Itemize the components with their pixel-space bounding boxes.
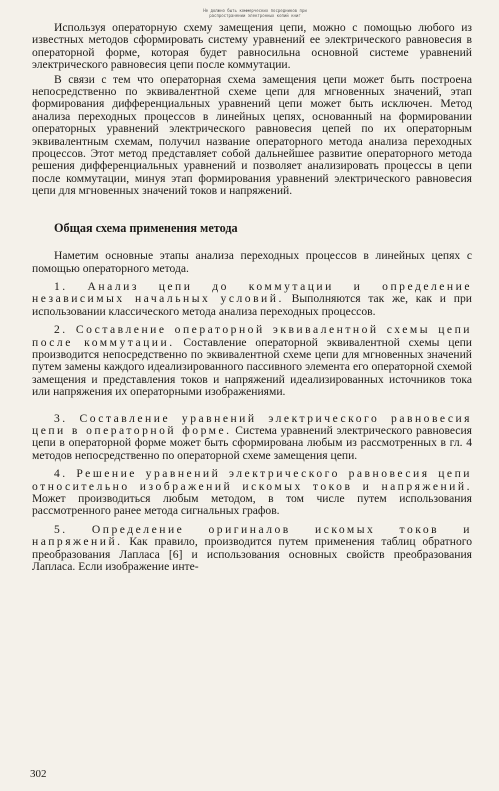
paragraph-2: В связи с тем что операторная схема замещения цепи может быть построена непосредственно по эквивалентной схеме цепи для мгновенных значений, этап формирования дифференциальных уравнений цепи может быть исключен. Метод анализа переходных процессов в линейных цепях, основанный на формировании операторных уравнений электрического равновесия цепей по их операторным эквивалентным схемам, получил название операторного метода анализа переходных процессов. Этот метод представляет собой дальнейшее развитие операторного метода решения дифференциальных уравнений и позволяет анализировать процессы в цепи после коммутации, минуя этап формирования уравнений электрического равновесия цепи для мгновенных значений токов и напряжений.	[32, 72, 472, 198]
step-1-body: Выполняются так же, как и при использовании классического метода анализа переходных процессов.	[32, 292, 472, 318]
step-5-title: 5. Определение оригиналов искомых токов и напряжений.	[32, 522, 472, 549]
step-1	[32, 281, 472, 318]
paragraph-1: Используя операторную схему замещения цепи, можно с помощью любого из известных методов сформировать систему уравнений ее электрического равновесия в операторной форме, которая будет равносильна основной системе уравнений электрического равновесия цепи после коммутации.	[32, 21, 472, 72]
step-3	[32, 413, 472, 463]
step-3-body: Система уравнений электрического равновесия цепи в операторной форме может быть сформирована любым из рассмотренных в гл. 4 методов непосредственно по операторной схеме замещения цепи.	[32, 423, 472, 462]
watermark-line-1: Не должно быть коммерческих посредников при	[203, 8, 307, 13]
section-intro: Наметим основные этапы анализа переходных процессов в линейных цепях с помощью операторного метода.	[32, 249, 472, 275]
step-5-body: Как правило, производится путем применения таблиц обратного преобразования Лапласа [6] и использования основных свойств преобразования Лапласа. Если изображение инте-	[32, 535, 472, 574]
step-5	[32, 524, 472, 574]
page-body	[32, 22, 472, 573]
step-1-title: 1. Анализ цепи до коммутации и определение независимых начальных условий.	[32, 279, 472, 306]
step-2-body: Составление операторной эквивалентной схемы цепи производится непосредственно по эквивалентной схеме цепи для мгновенных значений путем замены каждого идеализированного пассивного элемента его операторной схемой замещения и представления токов и напряжений идеализированных источников тока или напряжения их операторными изображениями.	[32, 335, 472, 399]
step-2-title: 2. Составление операторной эквивалентной схемы цепи после коммутации.	[32, 323, 472, 349]
step-4-body: Может производиться любым методом, в том числе путем использования рассмотренного ранее метода сигнальных графов.	[32, 492, 472, 518]
watermark	[130, 8, 380, 18]
step-3-title: 3. Составление уравнений электрического равновесия цепи в операторной форме.	[32, 411, 472, 437]
watermark-line-2: распространении электронных копий книг	[209, 13, 301, 18]
step-2	[32, 324, 472, 398]
step-4-title: 4. Решение уравнений электрического равновесия цепи относительно изображений искомых токов и напряжений.	[32, 467, 472, 493]
page-number: 302	[30, 768, 47, 780]
section-heading: Общая схема применения метода	[54, 220, 238, 235]
step-4	[32, 468, 472, 518]
